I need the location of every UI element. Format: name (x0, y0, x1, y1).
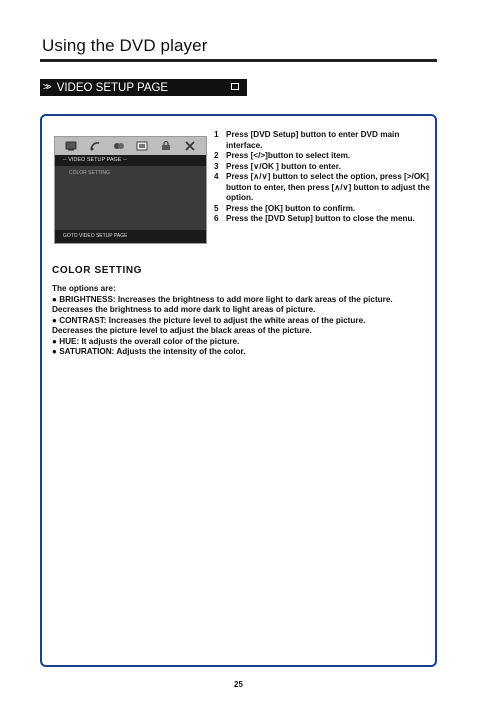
osd-item-color-setting: COLOR SETTING (69, 170, 110, 176)
step-text: Press [DVD Setup] button to enter DVD main interface. (226, 130, 400, 150)
step-item (214, 151, 434, 162)
video-setup-icon (136, 141, 148, 151)
osd-footer: GOTO VIDEO SETUP PAGE (55, 230, 206, 243)
step-number: 5 (214, 203, 219, 213)
step-item (214, 162, 434, 173)
body-line: ● HUE: It adjusts the overall color of the picture. (52, 336, 240, 346)
body-line: Decreases the picture level to adjust the black areas of the picture. (52, 326, 312, 335)
step-text: Press the [OK] button to confirm. (226, 203, 356, 213)
color-setting-body (52, 284, 432, 358)
steps-list (214, 130, 434, 225)
step-item (214, 172, 434, 204)
osd-screenshot (54, 136, 207, 244)
step-text: Press [</>]button to select item. (226, 151, 351, 160)
step-number: 4 (214, 172, 219, 181)
dolby-setup-icon (113, 141, 125, 151)
section-banner (40, 79, 247, 96)
step-item (214, 130, 434, 151)
preference-icon (160, 141, 172, 151)
osd-icon-bar (55, 137, 206, 155)
body-line: Decreases the brightness to add more dark to light areas of picture. (52, 305, 316, 314)
step-text: Press [∨/OK ] button to enter. (226, 161, 341, 171)
banner-label: VIDEO SETUP PAGE (56, 81, 169, 94)
square-icon (231, 83, 239, 90)
step-number: 2 (214, 151, 219, 160)
step-item (214, 204, 434, 215)
title-rule (40, 59, 437, 62)
audio-setup-icon (89, 141, 101, 151)
body-line: ● SATURATION: Adjusts the intensity of the color. (52, 347, 246, 356)
step-text: Press the [DVD Setup] button to close the menu. (226, 214, 415, 223)
double-arrow-icon: >> (43, 82, 49, 93)
page-number: 25 (234, 680, 243, 689)
step-number: 3 (214, 161, 219, 171)
page-title: Using the DVD player (42, 36, 208, 55)
step-item (214, 214, 434, 225)
step-number: 1 (214, 130, 219, 139)
step-text: Press [∧/∨] button to select the option, press [>/OK] button to enter, then press [∧/∨] button to adjust the option. (226, 172, 430, 202)
general-setup-icon (65, 141, 77, 151)
body-line: ● BRIGHTNESS: Increases the brightness to add more light to dark areas of the picture. (52, 294, 393, 304)
exit-icon (184, 141, 196, 151)
section-heading: COLOR SETTING (52, 265, 143, 276)
body-line: ● CONTRAST: Increases the picture level to adjust the white areas of the picture. (52, 315, 366, 325)
body-line: The options are: (52, 284, 116, 293)
osd-header: -- VIDEO SETUP PAGE -- (55, 155, 206, 166)
step-number: 6 (214, 214, 219, 223)
